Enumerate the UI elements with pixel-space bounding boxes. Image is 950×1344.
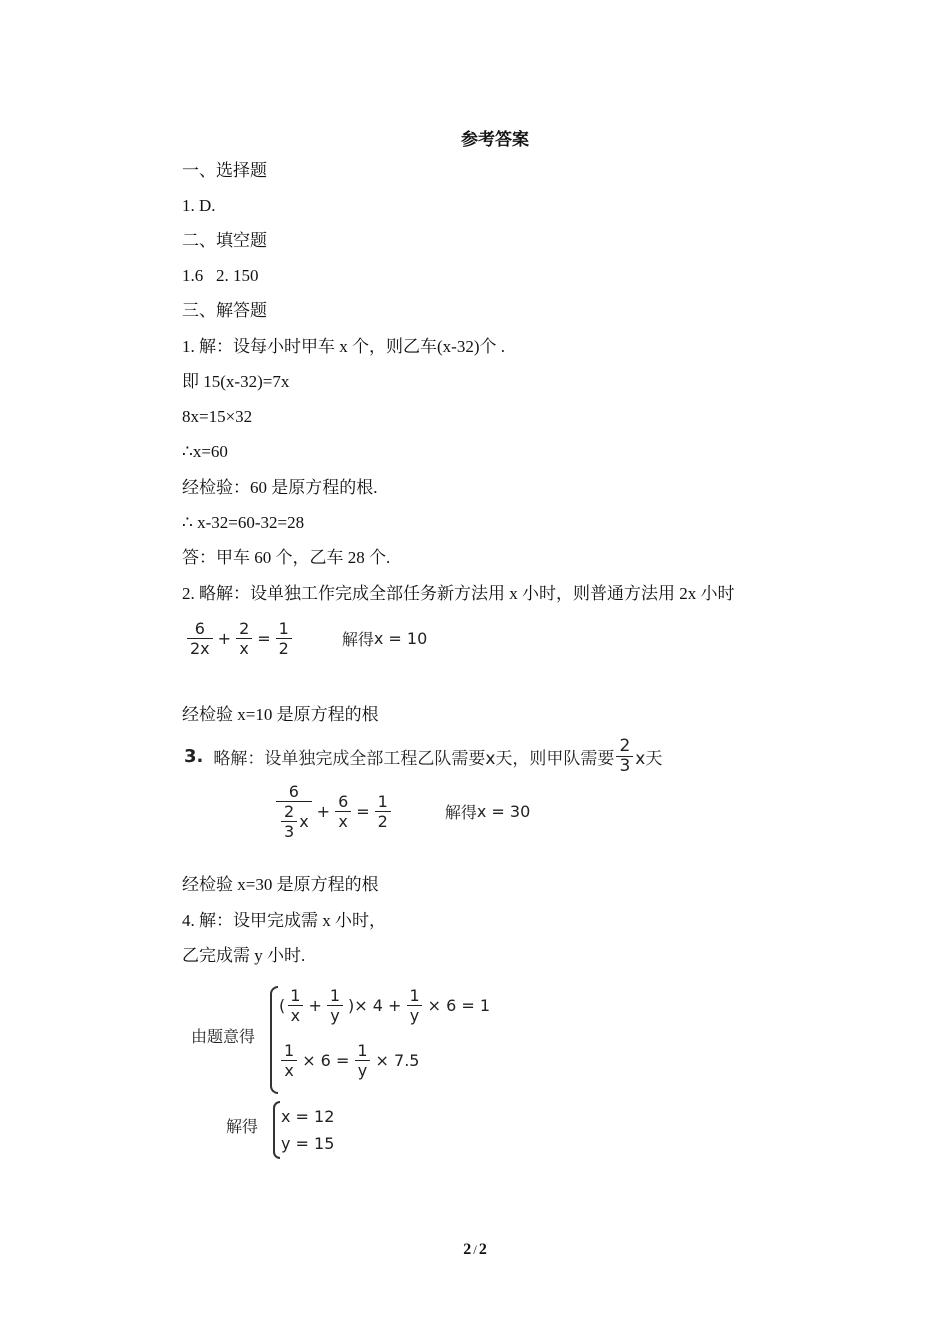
solution-y: y = 15 [281,1134,335,1153]
fill-heading: 二、填空题 [182,231,267,250]
complex-fraction: 6 $\frac{2}{3}$ x [276,782,312,841]
q1-line-2: 即 15(x-32)=7x [182,372,290,391]
q1-line-5: 经检验：60 是原方程的根. [182,478,378,497]
q1-line-6: ∴ x-32=60-32=28 [182,513,305,532]
q3-equation: 6 $\frac{2}{3}$ x + $\frac{6}{x}$ = $\frac{1}{2}$ 解得 x = 30 [274,782,530,841]
left-brace-icon [273,1101,280,1159]
fraction: $\frac{2}{x}$ [236,619,252,658]
q3-check: 经检验 x=30 是原方程的根 [182,875,379,894]
fraction: $\frac{1}{2}$ [276,619,292,658]
fraction: $\frac{6}{x}$ [335,792,351,831]
fraction: $\frac{1}{x}$ [287,986,303,1025]
q2-check: 经检验 x=10 是原方程的根 [182,705,379,724]
q3-solve-label: 解得 [444,803,477,822]
solve-heading: 三、解答题 [182,301,267,320]
q3-text: 略解：设单独完成全部工程乙队需要x天，则甲队需要 [213,749,615,769]
q2-solve-result: x = 10 [373,629,428,648]
q2-equation: $\frac{6}{2x}$ + $\frac{2}{x}$ = $\frac{1}{2}$ 解得 x = 10 [185,619,427,658]
q3-solve-result: x = 30 [476,802,531,821]
q3-statement [184,737,662,776]
page-title: 参考答案 [461,130,529,149]
q2-solve-label: 解得 [341,630,374,649]
q2-line-1: 2. 略解：设单独工作完成全部任务新方法用 x 小时，则普通方法用 2x 小时 [182,584,735,603]
q1-line-3: 8x=15×32 [182,407,253,426]
q3-text-tail: x天 [635,749,663,769]
q4-system-label: 由题意得 [191,1027,256,1046]
fraction: $\frac{2}{3}$ [281,802,297,841]
q4-line-2: 乙完成需 y 小时. [182,946,306,965]
left-brace-icon [270,986,278,1094]
fraction: $\frac{1}{y}$ [327,986,343,1025]
q4-equation-2: $\frac{1}{x}$ × 6 = $\frac{1}{y}$ × 7.5 [279,1041,422,1080]
q4-solve-label: 解得 [226,1117,259,1136]
solution-x: x = 12 [281,1107,335,1126]
fraction: $\frac{1}{y}$ [406,986,422,1025]
choice-answer: 1. D. [182,196,216,215]
q1-line-4: ∴x=60 [182,442,228,461]
fraction: $\frac{1}{x}$ [281,1041,297,1080]
q4-line-1: 4. 解：设甲完成需 x 小时， [182,911,386,930]
q4-equation-1: ( $\frac{1}{x}$ + $\frac{1}{y}$ )× 4 + $\frac{1}{y}$ × 6 = 1 [279,986,491,1025]
fraction: $\frac{2}{3}$ [616,737,633,776]
q4-solution [281,1103,334,1157]
q1-line-1: 1. 解：设每小时甲车 x 个，则乙车(x-32)个 . [182,337,505,356]
fraction: $\frac{1}{2}$ [375,792,391,831]
fraction: $\frac{1}{y}$ [354,1041,370,1080]
fill-answer: 1.6 2. 150 [182,266,259,285]
q1-line-7: 答：甲车 60 个，乙车 28 个. [182,548,391,567]
page-number: 2 / 2 [463,1241,487,1258]
choice-heading: 一、选择题 [182,161,267,180]
q3-number: 3. [184,746,204,767]
fraction: $\frac{6}{2x}$ [187,619,213,658]
